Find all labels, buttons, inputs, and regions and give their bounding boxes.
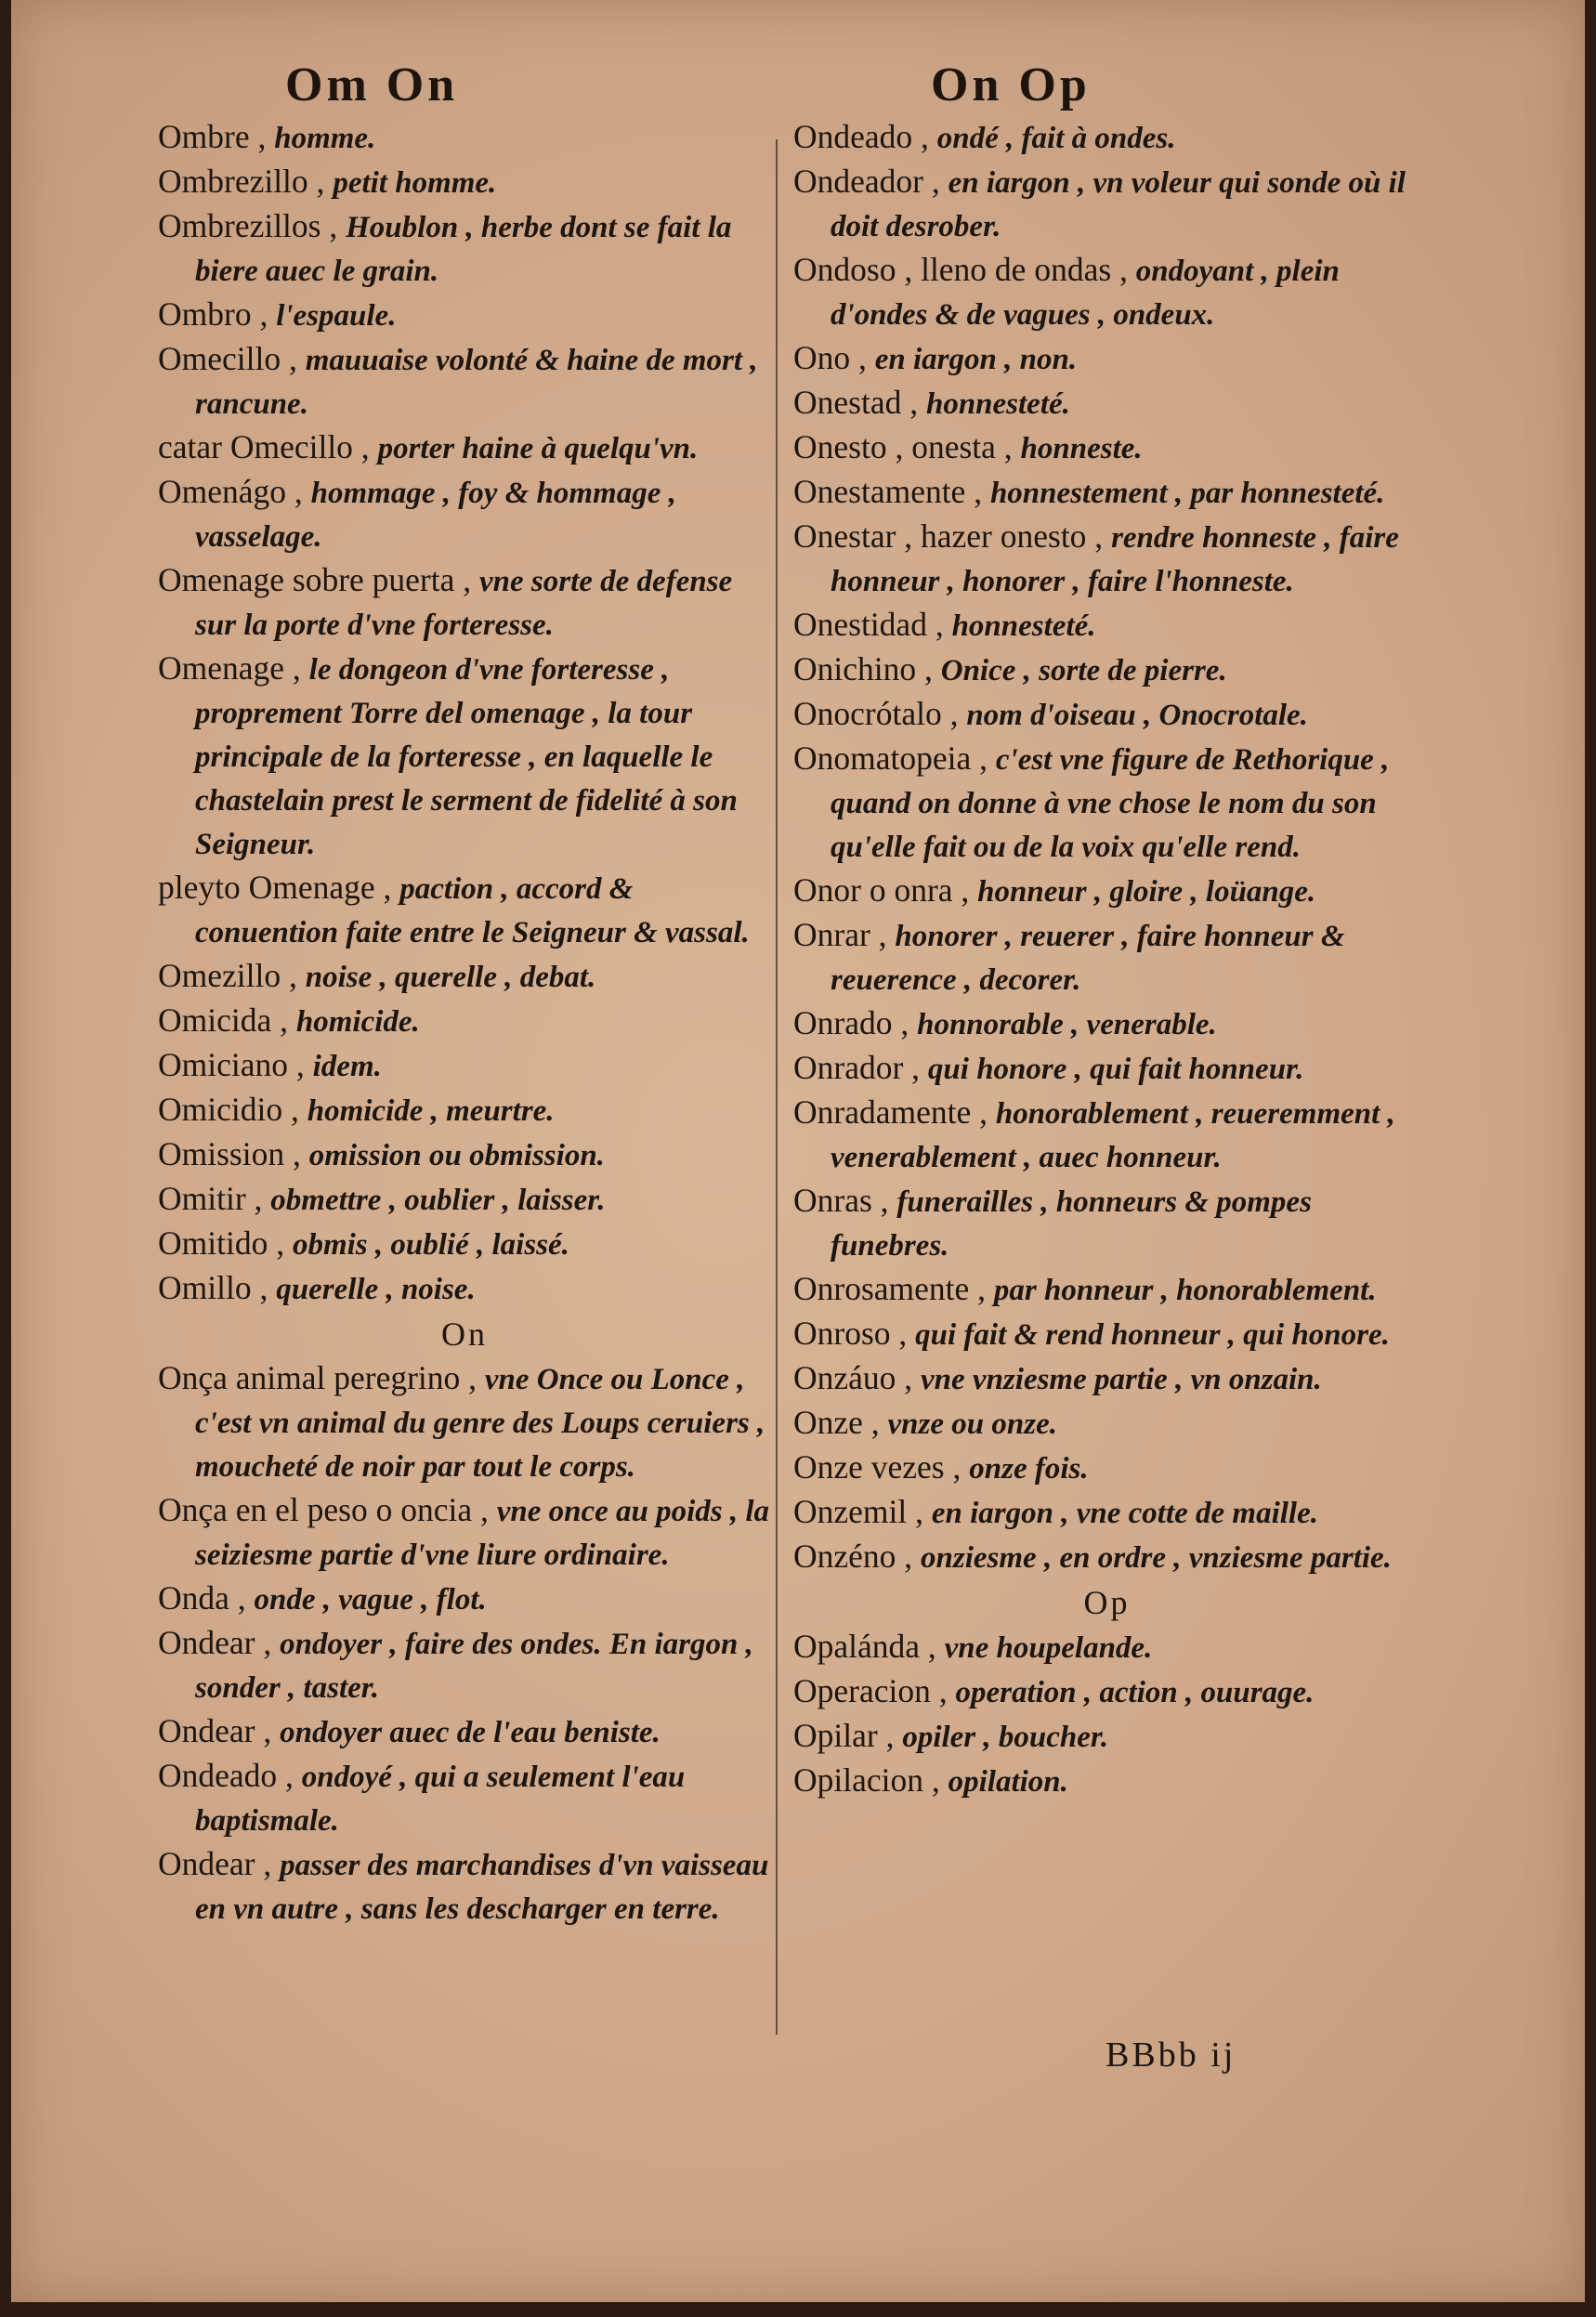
entry-headword: Onrosamente , <box>793 1270 987 1307</box>
entry-headword: Ombre , <box>158 118 267 155</box>
entry-headword: Ombrezillos , <box>158 207 338 244</box>
entry-definition: Houblon , herbe dont se fait la biere auec le grain. <box>195 211 732 288</box>
entry-headword: Opilacion , <box>793 1761 940 1799</box>
entry-headword: Onesto , onesta , <box>793 428 1013 465</box>
dictionary-entry <box>158 161 771 204</box>
dictionary-entry <box>158 338 771 425</box>
entry-definition: paction , accord & conuention faite entre le Seigneur & vassal. <box>195 872 750 949</box>
entry-headword: Ondeador , <box>793 163 940 200</box>
entry-headword: Ondeado , <box>158 1757 294 1794</box>
entry-headword: Onestamente , <box>793 473 983 510</box>
entry-headword: Ondoso , lleno de ondas , <box>793 251 1128 288</box>
entry-headword: Onzáuo , <box>793 1359 913 1396</box>
entry-definition: funerailles , honneurs & pompes funebres. <box>831 1185 1312 1263</box>
entry-definition: porter haine à quelqu'vn. <box>377 432 699 465</box>
dictionary-entry <box>158 1622 771 1709</box>
entry-headword: Onroso , <box>793 1315 908 1352</box>
entry-headword: Omillo , <box>158 1269 268 1306</box>
dictionary-entry <box>793 426 1420 470</box>
entry-headword: Onradamente , <box>793 1093 988 1131</box>
dictionary-entry <box>793 648 1420 692</box>
entry-definition: hommage , foy & hommage , vasselage. <box>195 477 676 554</box>
entry-definition: vne Once ou Lonce , c'est vn animal du genre des Loups ceruiers , moucheté de noir par tout le corps. <box>195 1363 765 1484</box>
dictionary-entry <box>793 1491 1420 1535</box>
entry-definition: omission ou obmission. <box>308 1139 605 1172</box>
dictionary-entry <box>793 604 1420 648</box>
entry-headword: Onze , <box>793 1404 880 1441</box>
dictionary-entry <box>793 914 1420 1001</box>
running-head-right: On Op <box>931 59 1091 111</box>
entry-definition: honnestement , par honnesteté. <box>989 477 1385 510</box>
dictionary-entry <box>158 294 771 337</box>
entry-definition: idem. <box>312 1050 382 1083</box>
dictionary-entry <box>793 1357 1420 1401</box>
entry-definition: onde , vague , flot. <box>254 1583 487 1617</box>
dictionary-entry <box>793 1446 1420 1490</box>
section-heading-op: Op <box>1083 1584 1131 1621</box>
entry-headword: Onrador , <box>793 1049 921 1086</box>
dictionary-entry <box>158 1843 771 1931</box>
dictionary-entry <box>793 1536 1420 1579</box>
dictionary-entry <box>158 559 771 647</box>
entry-definition: homicide , meurtre. <box>307 1094 555 1128</box>
entry-definition: en iargon , vn voleur qui sonde où il doit desrober. <box>831 166 1406 243</box>
dictionary-entry <box>158 1489 771 1577</box>
dictionary-entry <box>158 1223 771 1266</box>
section-heading-on: On <box>441 1316 488 1353</box>
right-entries-after <box>793 1626 1420 1803</box>
entry-headword: Omezillo , <box>158 957 297 994</box>
entry-headword: Onça animal peregrino , <box>158 1359 477 1396</box>
dictionary-entry <box>158 1133 771 1177</box>
entry-definition: honnesteté. <box>925 387 1070 421</box>
entry-definition: passer des marchandises d'vn vaisseau en vn autre , sans les descharger en terre. <box>195 1849 769 1926</box>
dictionary-entry <box>793 1268 1420 1312</box>
dictionary-entry <box>158 1755 771 1842</box>
entry-headword: Onichino , <box>793 650 933 687</box>
entry-headword: Omitir , <box>158 1180 263 1217</box>
dictionary-entry <box>158 1710 771 1754</box>
entry-headword: Opalánda , <box>793 1628 936 1665</box>
entry-headword: Onestidad , <box>793 606 944 643</box>
entry-definition: ondé , fait à ondes. <box>936 122 1176 155</box>
entry-definition: noise , querelle , debat. <box>305 961 596 994</box>
dictionary-entry <box>793 1180 1420 1267</box>
left-entries <box>158 116 771 1311</box>
entry-definition: mauuaise volonté & haine de mort , rancune. <box>195 344 758 421</box>
dictionary-entry <box>793 870 1420 913</box>
dictionary-entry <box>793 382 1420 425</box>
dictionary-entry <box>793 738 1420 869</box>
entry-definition: querelle , noise. <box>276 1273 476 1306</box>
signature-mark: BBbb ij <box>1105 2036 1236 2075</box>
dictionary-entry <box>158 955 771 999</box>
entry-headword: Omitido , <box>158 1224 285 1262</box>
entry-headword: Onrado , <box>793 1004 909 1041</box>
entry-headword: Onor o onra , <box>793 871 970 909</box>
entry-definition: en iargon , non. <box>874 343 1078 376</box>
entry-headword: Onça en el peso o oncia , <box>158 1491 489 1528</box>
dictionary-entry <box>158 648 771 866</box>
entry-headword: Operacion , <box>793 1672 948 1709</box>
entry-definition: onze fois. <box>969 1452 1089 1486</box>
entry-definition: en iargon , vne cotte de maille. <box>931 1497 1318 1530</box>
dictionary-entry <box>793 516 1420 603</box>
entry-definition: honnorable , venerable. <box>917 1008 1217 1041</box>
entry-definition: homme. <box>274 122 376 155</box>
dictionary-entry <box>158 1044 771 1088</box>
dictionary-entry <box>158 471 771 558</box>
dictionary-entry <box>158 1577 771 1621</box>
entry-definition: obmis , oublié , laissé. <box>292 1228 569 1262</box>
entry-definition: par honneur , honorablement. <box>993 1274 1377 1307</box>
dictionary-entry <box>793 693 1420 737</box>
entry-headword: Omicida , <box>158 1001 288 1039</box>
entry-definition: honorer , reuerer , faire honneur & reuerence , decorer. <box>831 920 1345 997</box>
dictionary-entry <box>158 1089 771 1132</box>
dictionary-entry <box>158 867 771 954</box>
dictionary-entry <box>793 1626 1420 1669</box>
dictionary-entry <box>793 1402 1420 1446</box>
entry-headword: Ondear , <box>158 1712 272 1749</box>
entry-headword: Onomatopeia , <box>793 740 988 777</box>
dictionary-entry <box>793 249 1420 336</box>
dictionary-entry <box>793 1313 1420 1356</box>
right-entries <box>793 116 1420 1579</box>
dictionary-entry <box>158 205 771 293</box>
entry-definition: opilation. <box>948 1765 1068 1799</box>
entry-definition: l'espaule. <box>276 299 397 333</box>
column-divider <box>776 139 778 2035</box>
running-head-left: Om On <box>285 59 459 111</box>
entry-headword: Ondeado , <box>793 118 929 155</box>
entry-headword: Omenage , <box>158 649 301 687</box>
entry-definition: rendre honneste , faire honneur , honorer , faire l'honneste. <box>831 521 1399 598</box>
left-column <box>158 116 771 1931</box>
entry-headword: Omission , <box>158 1135 301 1172</box>
entry-definition: vne once au poids , la seiziesme partie d'vne liure ordinaire. <box>195 1495 770 1572</box>
entry-headword: pleyto Omenage , <box>158 869 392 906</box>
entry-headword: Onocrótalo , <box>793 695 959 732</box>
entry-headword: Onestad , <box>793 384 919 421</box>
entry-definition: honorablement , reueremment , venerablement , auec honneur. <box>831 1097 1395 1174</box>
entry-definition: onziesme , en ordre , vnziesme partie. <box>921 1541 1392 1575</box>
entry-headword: Opilar , <box>793 1717 895 1754</box>
entry-definition: ondoyer , faire des ondes. En iargon , sonder , taster. <box>195 1628 753 1705</box>
entry-headword: Omiciano , <box>158 1046 305 1083</box>
entry-definition: honneste. <box>1020 432 1143 465</box>
dictionary-entry <box>158 426 771 470</box>
entry-headword: Onras , <box>793 1182 889 1219</box>
right-column <box>793 116 1420 1804</box>
entry-definition: vne vnziesme partie , vn onzain. <box>921 1363 1322 1396</box>
entry-definition: homicide. <box>295 1005 420 1039</box>
dictionary-entry <box>793 1092 1420 1179</box>
entry-headword: catar Omecillo , <box>158 428 370 465</box>
dictionary-entry <box>793 116 1420 160</box>
entry-definition: qui honore , qui fait honneur. <box>927 1053 1304 1086</box>
dictionary-entry <box>793 337 1420 381</box>
entry-headword: Omicidio , <box>158 1091 299 1128</box>
entry-definition: opiler , boucher. <box>902 1721 1109 1754</box>
entry-definition: le dongeon d'vne forteresse , proprement Torre del omenage , la tour principale de la forteresse , en laquelle le chastelain prest le serment de fidelité à son Seigneur. <box>195 653 738 861</box>
dictionary-entry <box>793 1760 1420 1803</box>
entry-definition: qui fait & rend honneur , qui honore. <box>915 1318 1390 1352</box>
dictionary-entry <box>793 161 1420 248</box>
dictionary-entry <box>793 1715 1420 1759</box>
entry-headword: Ombrezillo , <box>158 163 325 200</box>
entry-headword: Omenágo , <box>158 473 303 510</box>
entry-headword: Onda , <box>158 1579 246 1617</box>
entry-headword: Ombro , <box>158 295 268 333</box>
entry-definition: nom d'oiseau , Onocrotale. <box>966 699 1308 732</box>
dictionary-entry <box>793 1670 1420 1714</box>
entry-definition: vnze ou onze. <box>887 1407 1057 1441</box>
dictionary-entry <box>793 471 1420 515</box>
entry-headword: Onzéno , <box>793 1538 913 1575</box>
entry-headword: Ondear , <box>158 1624 272 1661</box>
entry-definition: vne sorte de defense sur la porte d'vne forteresse. <box>195 565 733 642</box>
entry-definition: ondoyé , qui a seulement l'eau baptismale. <box>195 1761 686 1838</box>
book-page <box>11 0 1585 2302</box>
entry-headword: Omenage sobre puerta , <box>158 561 472 598</box>
entry-headword: Ono , <box>793 339 867 376</box>
left-entries-after <box>158 1357 771 1931</box>
dictionary-entry <box>793 1047 1420 1091</box>
dictionary-entry <box>158 1178 771 1222</box>
dictionary-entry <box>158 1000 771 1043</box>
entry-headword: Onestar , hazer onesto , <box>793 517 1104 555</box>
dictionary-entry <box>158 1357 771 1488</box>
entry-definition: Onice , sorte de pierre. <box>940 654 1227 687</box>
entry-definition: vne houpelande. <box>944 1631 1153 1665</box>
dictionary-entry <box>158 1267 771 1311</box>
entry-definition: honneur , gloire , loüange. <box>977 875 1316 909</box>
dictionary-entry <box>158 116 771 160</box>
entry-headword: Ondear , <box>158 1845 272 1882</box>
entry-definition: operation , action , ouurage. <box>955 1676 1315 1709</box>
entry-definition: ondoyant , plein d'ondes & de vagues , ondeux. <box>831 255 1340 332</box>
entry-headword: Onzemil , <box>793 1493 923 1530</box>
entry-definition: honnesteté. <box>951 609 1096 643</box>
entry-definition: petit homme. <box>333 166 497 200</box>
entry-headword: Onze vezes , <box>793 1448 962 1486</box>
entry-headword: Omecillo , <box>158 340 297 377</box>
entry-definition: ondoyer auec de l'eau beniste. <box>280 1716 661 1749</box>
entry-headword: Onrar , <box>793 916 887 953</box>
entry-definition: c'est vne figure de Rethorique , quand on donne à vne chose le nom du son qu'elle fait ou de la voix qu'elle rend. <box>831 743 1390 864</box>
entry-definition: obmettre , oublier , laisser. <box>270 1184 606 1217</box>
dictionary-entry <box>793 1002 1420 1046</box>
